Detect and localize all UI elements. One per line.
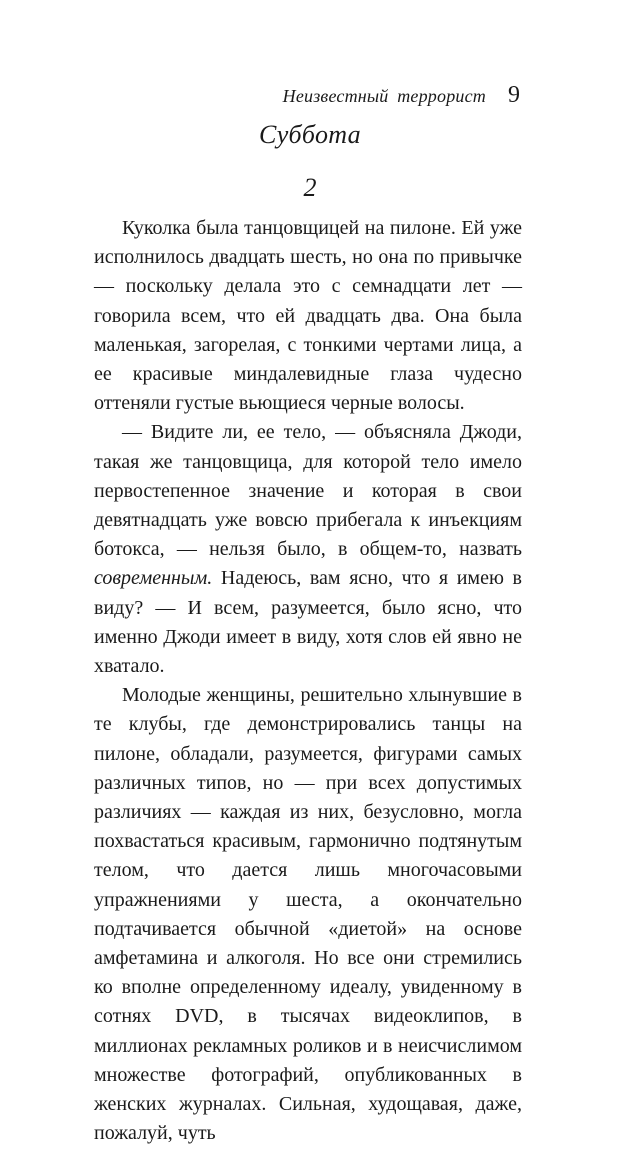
section-title: Суббота <box>259 120 361 149</box>
paragraph-2 <box>94 418 522 681</box>
paragraph-1: Куколка была танцовщицей на пилоне. Ей уже исполнилось двадцать шесть, но она по привычке — поскольку делала это с семнадцати лет — говорила всем, что ей двадцать два. Она была маленькая, загорелая, с тонкими чертами лица, а ее красивые миндалевидные глаза чудесно оттеняли густые вьющиеся черные волосы. <box>94 217 522 415</box>
running-title: Неизвестный террорист <box>282 86 486 106</box>
paragraph-3: Молодые женщины, решительно хлынувшие в те клубы, где демонстрировались танцы на пилоне, обладали, разумеется, фигурами самых различных типов, но — при всех допустимых различиях — каждая из них, безусловно, могла похвастаться красивым, гармонично подтянутым телом, что дается лишь многочасовыми упражнениями у шеста, а окончательно подтачивается обычной «диетой» на основе амфетамина и алкоголя. Но все они стремились ко вполне определенному идеалу, увиденному в сотнях DVD, в тысячах видеоклипов, в миллионах рекламных роликов и в неисчислимом множестве фотографий, опубликованных в женских журналах. Сильная, худощавая, даже, пожалуй, чуть <box>94 684 522 1145</box>
body-text <box>94 214 522 1149</box>
paragraph-2-emphasis: современным. <box>94 567 213 590</box>
page-number: 9 <box>508 82 520 108</box>
running-head <box>100 82 520 110</box>
chapter-number: 2 <box>303 173 317 202</box>
paragraph-2-part-1: — Видите ли, ее тело, — объясняла Джоди, такая же танцовщица, для которой тело имело первостепенное значение и которая в свои девятнадцать уже вовсю прибегала к инъекциям ботокса, — нельзя было, в общем-то, назвать <box>94 421 522 561</box>
paragraph-2-part-2: Надеюсь, вам ясно, что я имею в виду? — И всем, разумеется, было ясно, что именно Джоди имеет в виду, хотя слов ей явно не хватало. <box>94 567 522 678</box>
